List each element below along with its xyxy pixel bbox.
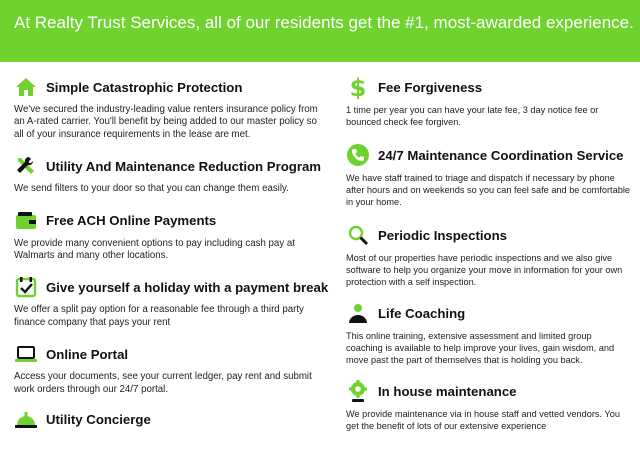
service-bell-icon	[14, 407, 38, 431]
feature-description: Access your documents, see your current ledger, pay rent and submit work orders through our 24/7 portal.	[14, 371, 312, 395]
phone-icon	[346, 143, 370, 167]
feature-title: Fee Forgiveness	[378, 79, 483, 95]
feature-title: Periodic Inspections	[378, 227, 507, 243]
feature-maintenance-coordination	[346, 142, 630, 208]
laptop-icon	[14, 342, 38, 366]
feature-title: Online Portal	[46, 346, 129, 362]
magnifier-icon	[346, 223, 370, 247]
feature-description: We offer a split pay option for a reasonable fee through a third party finance company that pays your rent	[14, 304, 304, 328]
wallet-icon	[14, 209, 38, 233]
feature-online-portal	[14, 341, 326, 396]
feature-payment-break	[14, 274, 329, 329]
feature-description: Most of our properties have periodic inspections and we also give software to help you organize your move in information for your own protection with a self inspection.	[346, 253, 623, 287]
gear-hand-icon	[346, 379, 370, 403]
feature-title: 24/7 Maintenance Coordination Service	[378, 147, 624, 163]
feature-description: We have staff trained to triage and dispatch if necessary by phone after hours and on weekends so you can feel safe and be comfortable in your home.	[346, 173, 630, 207]
feature-title: In house maintenance	[378, 383, 517, 399]
calendar-check-icon	[14, 275, 38, 299]
feature-title: Free ACH Online Payments	[46, 213, 217, 229]
feature-title: Utility And Maintenance Reduction Program	[46, 158, 322, 174]
feature-utility-concierge	[14, 406, 326, 432]
house-icon	[14, 75, 38, 99]
feature-in-house-maintenance	[346, 378, 630, 432]
feature-catastrophic-protection	[14, 74, 326, 141]
feature-description: This online training, extensive assessment and limited group coaching is available to help improve your lives, gain wisdom, and move past the part of themselves that is holding you back.	[346, 331, 615, 365]
feature-description: 1 time per year you can have your late fee, 3 day notice fee or bounced check fee forgiven.	[346, 105, 599, 127]
wrench-screwdriver-icon	[14, 154, 38, 178]
feature-title: Life Coaching	[378, 305, 466, 321]
feature-description: We provide many convenient options to pay including cash pay at Walmarts and many other locations.	[14, 237, 295, 262]
feature-free-ach-payments	[14, 208, 326, 263]
feature-periodic-inspections	[346, 222, 630, 288]
top-banner	[0, 0, 640, 62]
feature-life-coaching	[346, 300, 630, 366]
feature-title: Simple Catastrophic Protection	[46, 79, 243, 95]
dollar-icon	[346, 75, 370, 99]
feature-fee-forgiveness	[346, 74, 630, 128]
feature-utility-maintenance-reduction	[14, 153, 326, 195]
feature-description: We send filters to your door so that you can change them easily.	[14, 183, 289, 195]
features-right-column	[346, 74, 630, 446]
feature-description: We've secured the industry-leading value renters insurance policy from an A-rated carrier. You'll benefit by being added to our master policy so all of your insurance requirements in the lease are met.	[14, 104, 318, 140]
feature-description: We provide maintenance via in house staff and vetted vendors. You get the benefit of lots of our extensive experience	[346, 409, 620, 431]
banner-subtitle: At Realty Trust Services, all of our residents get the #1, most-awarded experience.	[14, 13, 634, 32]
features-left-column	[14, 74, 329, 446]
feature-title: Give yourself a holiday with a payment break	[46, 279, 329, 295]
feature-title: Utility Concierge	[46, 411, 151, 427]
person-icon	[346, 301, 370, 325]
svg-text:$: $	[349, 75, 367, 99]
